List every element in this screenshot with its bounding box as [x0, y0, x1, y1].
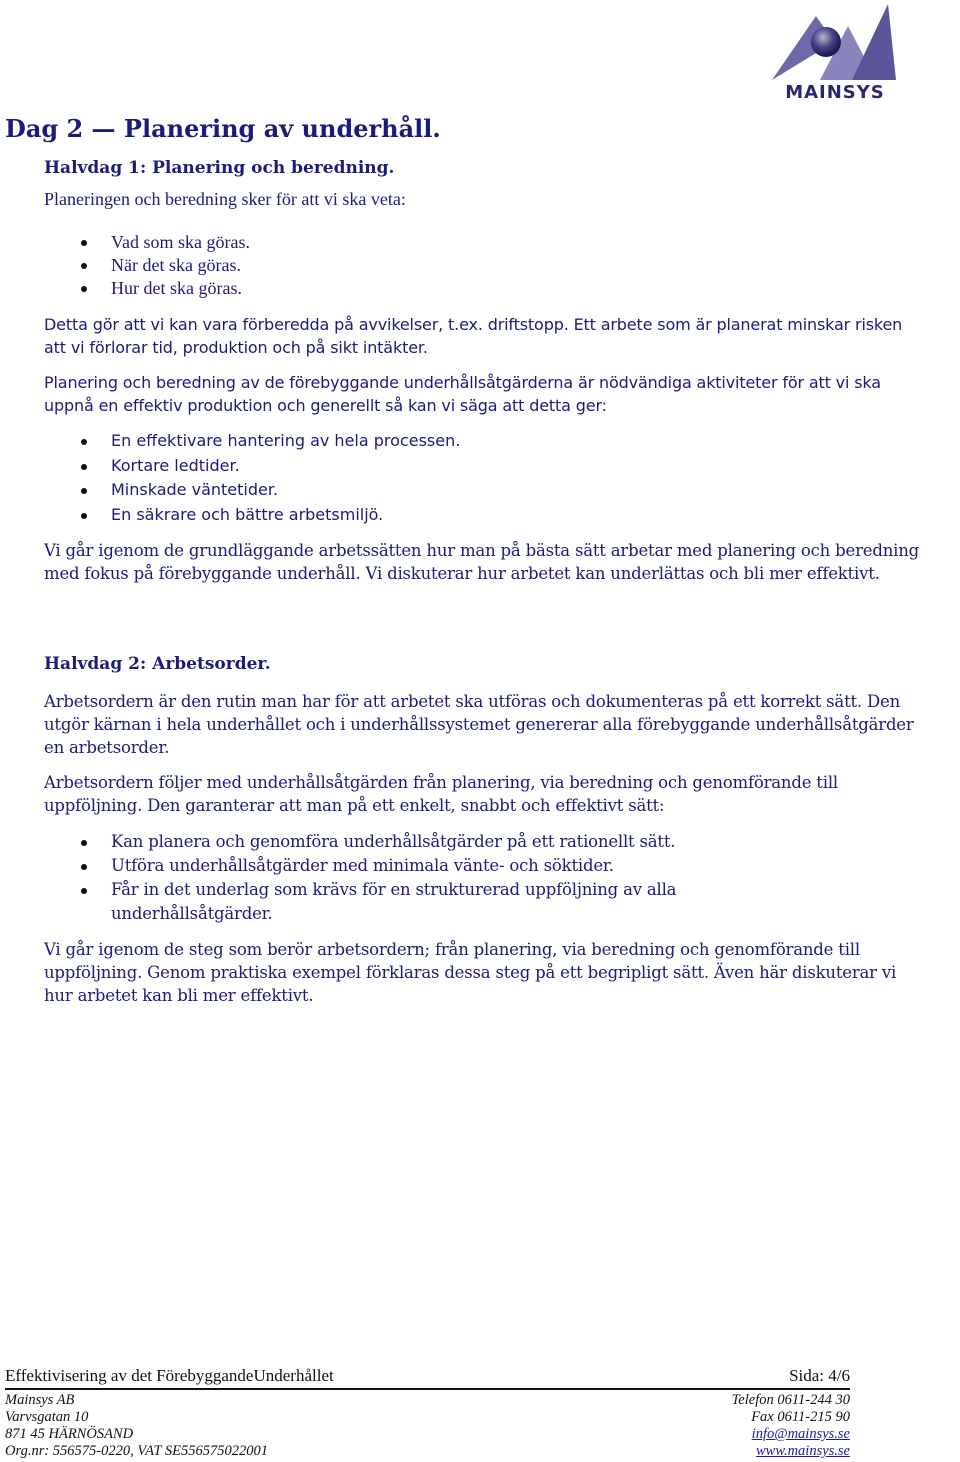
footer-street: Varvsgatan 10: [5, 1409, 89, 1425]
footer-fax: Fax 0611-215 90: [751, 1409, 850, 1425]
footer-address: [5, 1392, 268, 1460]
footer-website-link[interactable]: www.mainsys.se: [756, 1443, 850, 1459]
half-day-1-heading: Halvdag 1: Planering och beredning.: [44, 158, 395, 178]
footer-company: Mainsys AB: [5, 1392, 75, 1408]
company-logo: [764, 2, 906, 102]
half-day-1-bullets-2: [44, 429, 460, 527]
list-item: Får in det underlag som krävs för en strukturerad uppföljning av alla underhållsåtgärder.: [44, 878, 771, 926]
half-day-2-bullets: [44, 830, 771, 926]
footer-orgnr: Org.nr: 556575-0220, VAT SE556575022001: [5, 1443, 269, 1459]
half-day-2-para-2: Arbetsordern följer med underhållsåtgärden från planering, via beredning och genomförande till uppföljning. Den garanterar att man på ett enkelt, snabbt och effektivt sätt:: [44, 773, 838, 815]
half-day-2-heading: Halvdag 2: Arbetsorder.: [44, 654, 271, 674]
page-number: Sida: 4/6: [789, 1366, 850, 1385]
half-day-2-para-3: Vi går igenom de steg som berör arbetsordern; från planering, via beredning och genomförande till uppföljning. Genom praktiska exempel förklaras dessa steg på ett begripligt sätt. Även här diskuterar vi hur arbetet kan bli mer effektivt.: [44, 940, 897, 1005]
list-item: När det ska göras.: [44, 254, 250, 277]
half-day-1-bullets-1: [44, 231, 250, 300]
footer-email-link[interactable]: info@mainsys.se: [751, 1426, 850, 1442]
list-item: En effektivare hantering av hela processen.: [44, 429, 460, 454]
list-item: Hur det ska göras.: [44, 277, 250, 300]
half-day-1-para-1: Detta gör att vi kan vara förberedda på avvikelser, t.ex. driftstopp. Ett arbete som är planerat minskar risken att vi förlorar tid, produktion och på sikt intäkter.: [44, 315, 903, 357]
logo-wordmark: MAINSYS: [785, 82, 885, 103]
half-day-2-para-1: Arbetsordern är den rutin man har för att arbetet ska utföras och dokumenteras på ett korrekt sätt. Den utgör kärnan i hela underhållet och i underhållssystemet genererar alla förebyggande underhållsåtgärder en arbetsorder.: [44, 692, 914, 757]
list-item: Kan planera och genomföra underhållsåtgärder på ett rationellt sätt.: [44, 830, 771, 854]
footer-phone: Telefon 0611-244 30: [731, 1392, 850, 1408]
footer-contact-info: [732, 1392, 850, 1460]
list-item: Kortare ledtider.: [44, 454, 460, 479]
half-day-1-para-2: Planering och beredning av de förebyggande underhållsåtgärderna är nödvändiga aktiviteter för att vi ska uppnå en effektiv produktion och generellt så kan vi säga att detta ger:: [44, 373, 881, 415]
list-item: Minskade väntetider.: [44, 478, 460, 503]
half-day-1-intro: Planeringen och beredning sker för att vi ska veta:: [44, 189, 406, 209]
day-heading: Dag 2 — Planering av underhåll.: [5, 114, 441, 143]
list-item: Utföra underhållsåtgärder med minimala vänte- och söktider.: [44, 854, 771, 878]
footer-title-bar: [5, 1366, 850, 1390]
list-item: Vad som ska göras.: [44, 231, 250, 254]
half-day-1-para-3: Vi går igenom de grundläggande arbetssätten hur man på bästa sätt arbetar med planering och beredning med fokus på förebyggande underhåll. Vi diskuterar hur arbetet kan underlättas och bli mer effektivt.: [44, 541, 919, 583]
footer-postal: 871 45 HÄRNÖSAND: [5, 1426, 134, 1442]
list-item: En säkrare och bättre arbetsmiljö.: [44, 503, 460, 528]
logo-graphic: [764, 2, 906, 84]
footer-title: Effektivisering av det FörebyggandeUnderhållet: [5, 1366, 334, 1385]
